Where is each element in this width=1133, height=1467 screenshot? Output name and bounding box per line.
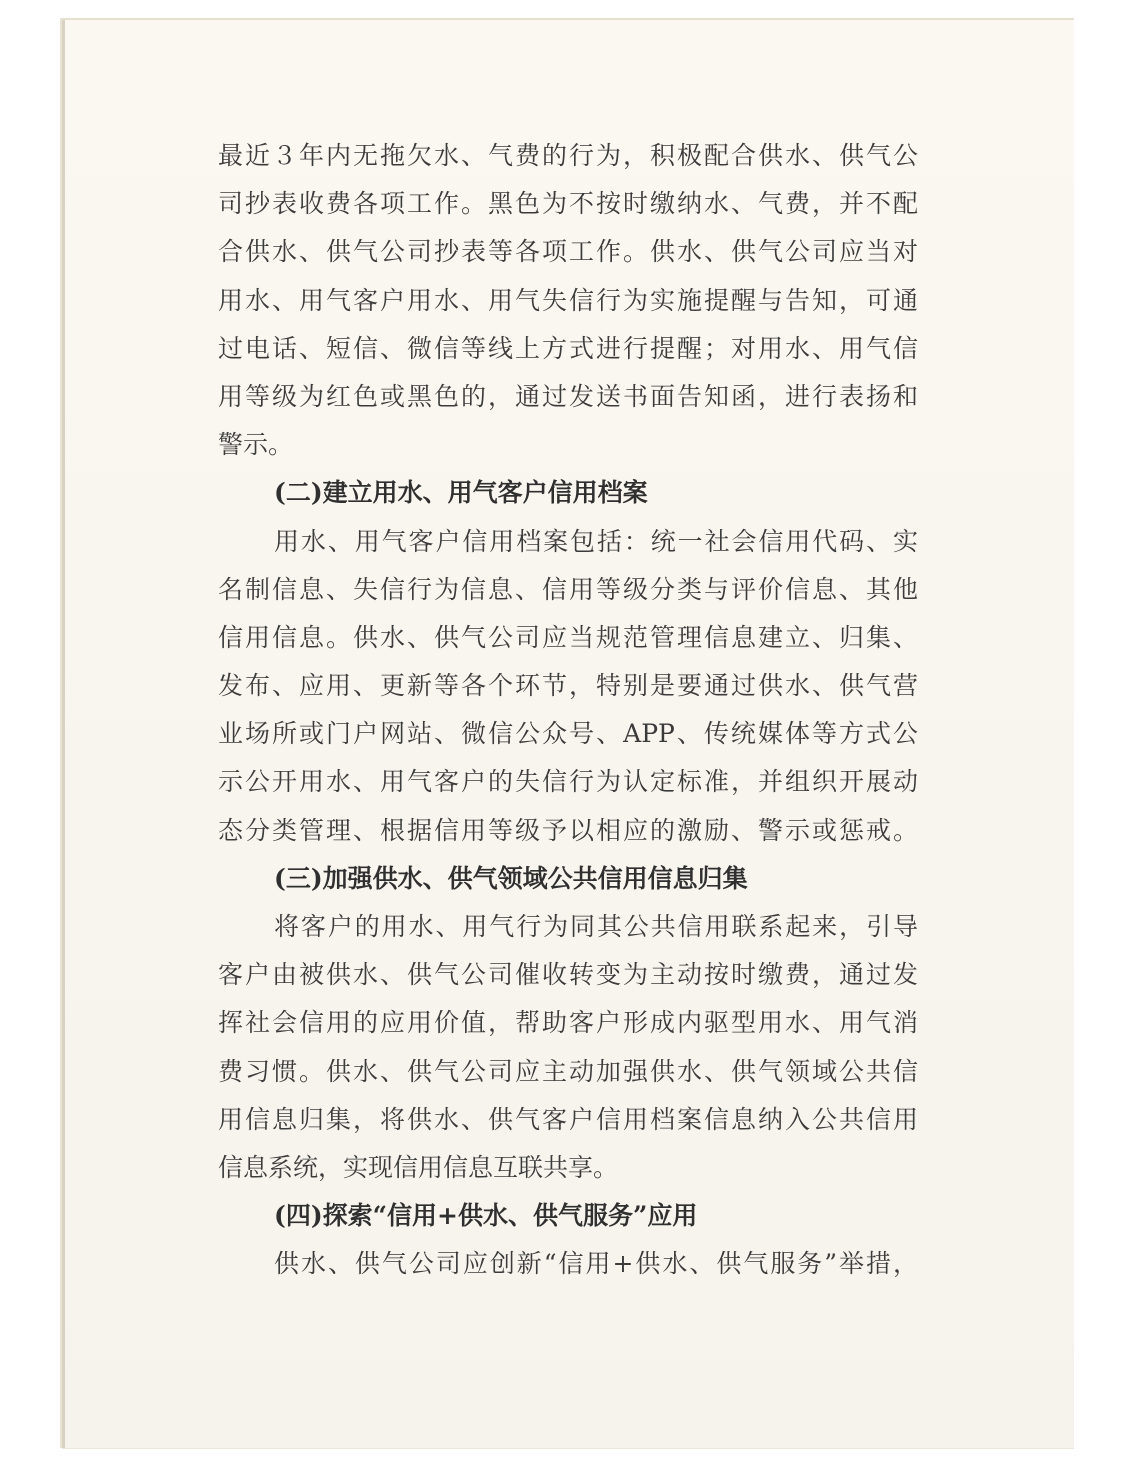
section-heading-4: (四)探索“信用+供水、供气服务”应用 bbox=[274, 1201, 698, 1231]
text-line: 用信息归集，将供水、供气客户信用档案信息纳入公共信用 bbox=[218, 1104, 918, 1134]
paper-top-edge bbox=[62, 18, 1074, 20]
text-line: 司抄表收费各项工作。黑色为不按时缴纳水、气费，并不配 bbox=[218, 189, 918, 219]
text-line: 业场所或门户网站、微信公众号、APP、传统媒体等方式公 bbox=[218, 719, 918, 749]
text-line: 挥社会信用的应用价值，帮助客户形成内驱型用水、用气消 bbox=[218, 1008, 918, 1038]
text-line: 过电话、短信、微信等线上方式进行提醒；对用水、用气信 bbox=[218, 333, 918, 363]
text-line: 最近３年内无拖欠水、气费的行为，积极配合供水、供气公 bbox=[218, 141, 918, 170]
document-body bbox=[218, 132, 918, 1289]
text-line: 发布、应用、更新等各个环节，特别是要通过供水、供气营 bbox=[218, 671, 918, 701]
text-line: 用水、用气客户用水、用气失信行为实施提醒与告知，可通 bbox=[218, 285, 918, 315]
text-line: 用水、用气客户信用档案包括：统一社会信用代码、实 bbox=[274, 526, 918, 556]
text-line: 信息系统，实现信用信息互联共享。 bbox=[218, 1152, 619, 1182]
section-heading-3: (三)加强供水、供气领域公共信用信息归集 bbox=[274, 863, 748, 893]
paper-left-edge bbox=[62, 18, 65, 1448]
text-line: 客户由被供水、供气公司催收转变为主动按时缴费，通过发 bbox=[218, 960, 918, 990]
text-line: 供水、供气公司应创新“信用+供水、供气服务”举措， bbox=[274, 1249, 918, 1279]
text-line: 用等级为红色或黑色的，通过发送书面告知函，进行表扬和 bbox=[218, 381, 918, 411]
text-line: 警示。 bbox=[218, 430, 294, 460]
section-heading-2: (二)建立用水、用气客户信用档案 bbox=[274, 478, 648, 508]
text-line: 将客户的用水、用气行为同其公共信用联系起来，引导 bbox=[274, 912, 918, 941]
text-line: 示公开用水、用气客户的失信行为认定标准，并组织开展动 bbox=[218, 767, 918, 797]
text-line: 费习惯。供水、供气公司应主动加强供水、供气领域公共信 bbox=[218, 1056, 918, 1086]
text-line: 名制信息、失信行为信息、信用等级分类与评价信息、其他 bbox=[218, 574, 918, 604]
text-line: 态分类管理、根据信用等级予以相应的激励、警示或惩戒。 bbox=[218, 815, 918, 845]
text-line: 合供水、供气公司抄表等各项工作。供水、供气公司应当对 bbox=[218, 237, 918, 267]
text-line: 信用信息。供水、供气公司应当规范管理信息建立、归集、 bbox=[218, 622, 918, 652]
